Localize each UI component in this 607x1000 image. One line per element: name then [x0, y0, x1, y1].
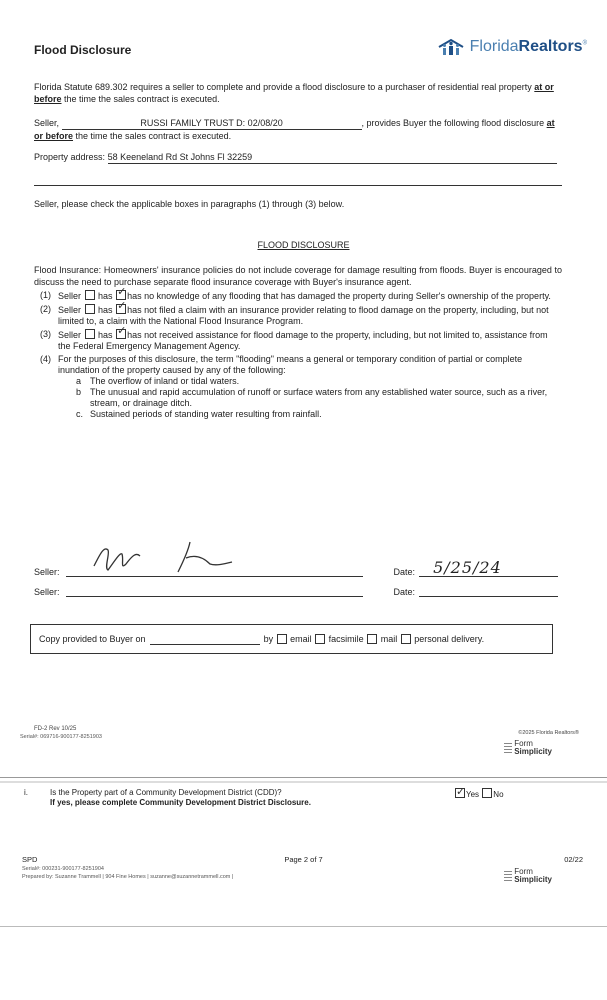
disclosure-item-1: (1) Seller has ✓ has no knowledge of any flooding that has damaged the property during Seller's ownership of the property. [40, 290, 560, 302]
cdd-yes-checkbox[interactable] [455, 788, 465, 798]
logo-florida: Florida [469, 38, 519, 55]
disclosure-item-2: (2) Seller has ✓ has not filed a claim with an insurance provider relating to flood damage on the property, including, but not limited to, a claim with the National Flood Insurance Program. [40, 304, 560, 327]
form-id: FD-2 Rev 10/25 [34, 726, 77, 732]
seller-signature-field-2[interactable] [66, 582, 364, 597]
flood-insurance-paragraph: Flood Insurance: Homeowners' insurance policies do not include coverage for damage resulting from floods. Buyer is encouraged to discuss the need to purchase separate flood insurance coverage with Buyer's insurance agent. [34, 265, 562, 287]
item3-has-not-checkbox[interactable] [116, 329, 126, 339]
footer-version: 02/22 [564, 855, 583, 864]
email-checkbox[interactable] [277, 634, 287, 644]
page-number: Page 2 of 7 [284, 855, 323, 864]
florida-realtors-logo [436, 38, 587, 56]
flood-def-c: c. Sustained periods of standing water resulting from rainfall. [76, 409, 322, 419]
serial-number-1: Serial#: 069716-900177-8251903 [20, 734, 102, 740]
item2-has-not-checkbox[interactable] [116, 304, 126, 314]
signature-row-1: Seller: Date: 5/25/24 [34, 562, 558, 577]
form-simplicity-icon [504, 871, 512, 881]
disclosure-items [40, 290, 560, 420]
instructions: Seller, please check the applicable boxes in paragraphs (1) through (3) below. [34, 199, 345, 209]
cdd-answer: ✓Yes No [454, 788, 504, 799]
page-title: Flood Disclosure [34, 43, 132, 57]
page-divider-shadow [0, 781, 607, 783]
logo-realtors: Realtors [518, 38, 583, 55]
cdd-question: i. Is the Property part of a Community Development District (CDD)? If yes, please complete Community Development District Disclosure. [24, 788, 311, 807]
item1-has-not-checkbox[interactable] [116, 290, 126, 300]
copyright: ©2025 Florida Realtors® [518, 730, 579, 736]
seller-signature [86, 536, 286, 576]
date-field-2[interactable] [419, 582, 558, 597]
property-address-row: Property address: 58 Keeneland Rd St Johns Fl 32259 [34, 151, 562, 164]
property-address-field[interactable]: 58 Keeneland Rd St Johns Fl 32259 [108, 151, 557, 164]
flood-def-a: a The overflow of inland or tidal waters. [76, 376, 240, 386]
section-title: FLOOD DISCLOSURE [257, 240, 350, 250]
bottom-page-edge [0, 926, 607, 927]
cdd-no-checkbox[interactable] [482, 788, 492, 798]
item2-has-checkbox[interactable] [85, 304, 95, 314]
form-simplicity-icon [504, 743, 512, 753]
disclosure-item-4: (4) For the purposes of this disclosure, the term "flooding" means a general or temporary condition of partial or complete inundation of the property caused by any of the following: [40, 354, 523, 375]
logo-mark: ® [582, 40, 587, 47]
seller-signature-field-1[interactable] [66, 562, 364, 577]
item1-has-checkbox[interactable] [85, 290, 95, 300]
handwritten-date: 5/25/24 [433, 558, 502, 577]
page-divider [0, 777, 607, 778]
signature-row-2: Seller: Date: [34, 582, 558, 597]
house-people-icon [436, 38, 466, 56]
copy-date-field[interactable] [150, 634, 260, 645]
blank-address-line[interactable] [34, 185, 562, 186]
prepared-by: Prepared by: Suzanne Trammell | 904 Fine Homes | suzanne@suzannetrammell.com | [22, 874, 234, 880]
form-simplicity-logo-2: Form Simplicity [504, 868, 552, 884]
seller-clause: Seller, RUSSI FAMILY TRUST D: 02/08/20 , provides Buyer the following flood disclosure at or before the time the sales contract is executed. [34, 118, 555, 141]
date-field-1[interactable] [419, 558, 558, 577]
form-simplicity-logo-1: Form Simplicity [504, 740, 552, 756]
seller-name-field[interactable]: RUSSI FAMILY TRUST D: 02/08/20 [62, 117, 362, 130]
flood-def-b: b The unusual and rapid accumulation of runoff or surface waters from any established water source, such as a river, stream, or drainage ditch. [76, 387, 548, 408]
facsimile-checkbox[interactable] [315, 634, 325, 644]
intro-paragraph: Florida Statute 689.302 requires a seller to complete and provide a flood disclosure to a purchaser of residential real property at or before the time the sales contract is executed. [34, 82, 554, 104]
serial-number-2: Serial#: 000231-900177-8251904 [22, 866, 104, 872]
item3-has-checkbox[interactable] [85, 329, 95, 339]
mail-checkbox[interactable] [367, 634, 377, 644]
disclosure-item-3: (3) Seller has ✓ has not received assistance for flood damage to the property, including, but not limited to, assistance from the Federal Emergency Management Agency. [40, 329, 560, 352]
copy-provided-box: Copy provided to Buyer on by email facsimile mail personal delivery. [30, 624, 553, 654]
personal-delivery-checkbox[interactable] [401, 634, 411, 644]
footer-form-code: SPD [22, 855, 38, 864]
